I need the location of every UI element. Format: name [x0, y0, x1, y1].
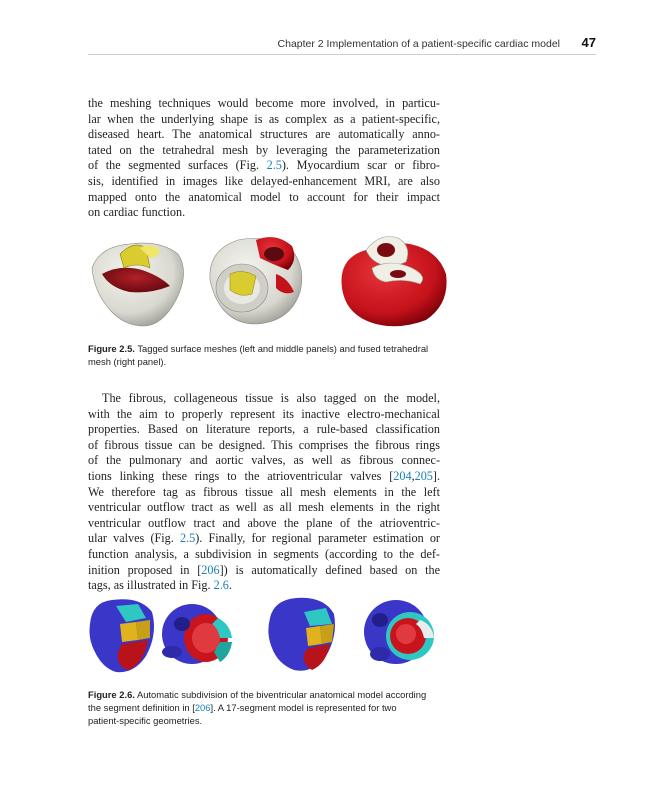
reference-link[interactable]: 2.6 — [213, 578, 229, 593]
segmented-heart-2-base — [364, 600, 434, 664]
text-fragment: ). Finally, for regional parameter estimation or — [195, 531, 440, 546]
segmented-heart-2-side — [268, 598, 335, 671]
text-fragment: . — [228, 578, 232, 593]
heart-surface-left — [92, 243, 184, 326]
text-line — [88, 578, 440, 594]
reference-link[interactable]: 2.5 — [266, 158, 282, 173]
figure-2-5-image — [80, 228, 456, 332]
text-fragment: tags, as illustrated in Fig. — [88, 578, 214, 593]
text-line: function analysis, a subdivision in segments (according to the def- — [88, 546, 440, 561]
text-fragment: ). Myocardium scar or fibro- — [281, 158, 440, 173]
figure-2-6-caption-line-3: patient-specific geometries. — [88, 715, 203, 726]
figure-2-6-caption-line-1: Automatic subdivision of the biventricular anatomical model according — [134, 689, 427, 700]
text-line: sis, identified in images like delayed-enhancement MRI, are also — [88, 173, 440, 188]
page-number: 47 — [581, 35, 596, 50]
segmented-heart-1-base — [162, 604, 232, 664]
figure-2-6-caption — [88, 688, 448, 727]
heart-surface-middle — [210, 237, 302, 324]
text-line — [88, 158, 440, 174]
heart-volume-right — [342, 237, 447, 327]
text-line: tated on the tetrahedral mesh by leveraging the parameterization — [88, 142, 440, 157]
text-line: diseased heart. The anatomical structures are automatically anno- — [88, 127, 440, 142]
text-line: on cardiac function. — [88, 205, 186, 220]
text-line: the meshing techniques would become more involved, in particu- — [88, 96, 440, 110]
text-line: with the aim to properly represent its inactive electro-mechanical — [88, 406, 440, 421]
figure-2-6-caption-line-2-pre: the segment definition in [ — [88, 702, 195, 713]
text-line: mapped onto the anatomical model to account for their impact — [88, 189, 440, 204]
text-line: of fibrous tissue can be designed. This comprises the fibrous rings — [88, 437, 440, 452]
text-line — [88, 469, 440, 485]
figure-2-6-caption-line-2-post: ]. A 17-segment model is represented for two — [210, 702, 397, 713]
figure-2-6-image — [80, 594, 456, 678]
text-fragment: tions linking these rings to the atrioventricular valves [ — [88, 468, 394, 483]
text-line: of the pulmonary and aortic valves, as well as fibrous connec- — [88, 453, 440, 468]
reference-link[interactable]: 2.5 — [180, 531, 196, 546]
body-paragraph-2 — [88, 391, 440, 594]
text-line: The fibrous, collageneous tissue is also tagged on the model, — [102, 391, 440, 405]
reference-link[interactable]: 206 — [201, 562, 220, 577]
text-fragment: inition proposed in [ — [88, 562, 202, 577]
text-line: We therefore tag as fibrous tissue all mesh elements in the left — [88, 484, 440, 499]
body-paragraph-1 — [88, 96, 440, 221]
text-line — [88, 563, 440, 579]
figure-2-6-label: Figure 2.6. — [88, 689, 135, 700]
reference-link-206[interactable]: 206 — [194, 702, 211, 713]
text-fragment: , — [411, 468, 415, 483]
text-fragment: ]) is automatically defined based on the — [219, 562, 441, 577]
figure-2-5-label: Figure 2.5. — [88, 343, 135, 354]
reference-link[interactable]: 205 — [414, 468, 433, 483]
figure-2-5-caption — [88, 342, 448, 368]
text-line: ventricular outflow tract as well as all mesh elements in the right — [88, 500, 440, 515]
figure-2-5-caption-line-1: Tagged surface meshes (left and middle panels) and fused tetrahedral — [134, 343, 429, 354]
text-line: properties. Based on literature reports, a rule-based classification — [88, 422, 440, 437]
text-fragment: ular valves (Fig. — [88, 531, 180, 546]
text-line — [88, 531, 440, 547]
text-fragment: of the segmented surfaces (Fig. — [88, 158, 267, 173]
segmented-heart-1-side — [90, 599, 155, 672]
running-header — [88, 36, 596, 55]
text-line: ventricular outflow tract and above the plane of the atrioventric- — [88, 515, 440, 530]
text-line: lar when the underlying shape is as complex as a patient-specific, — [88, 111, 440, 126]
chapter-title: Chapter 2 Implementation of a patient-specific cardiac model — [277, 38, 560, 50]
figure-2-5-caption-line-2: mesh (right panel). — [88, 356, 167, 367]
text-fragment: ]. — [432, 468, 440, 483]
reference-link[interactable]: 204 — [393, 468, 412, 483]
